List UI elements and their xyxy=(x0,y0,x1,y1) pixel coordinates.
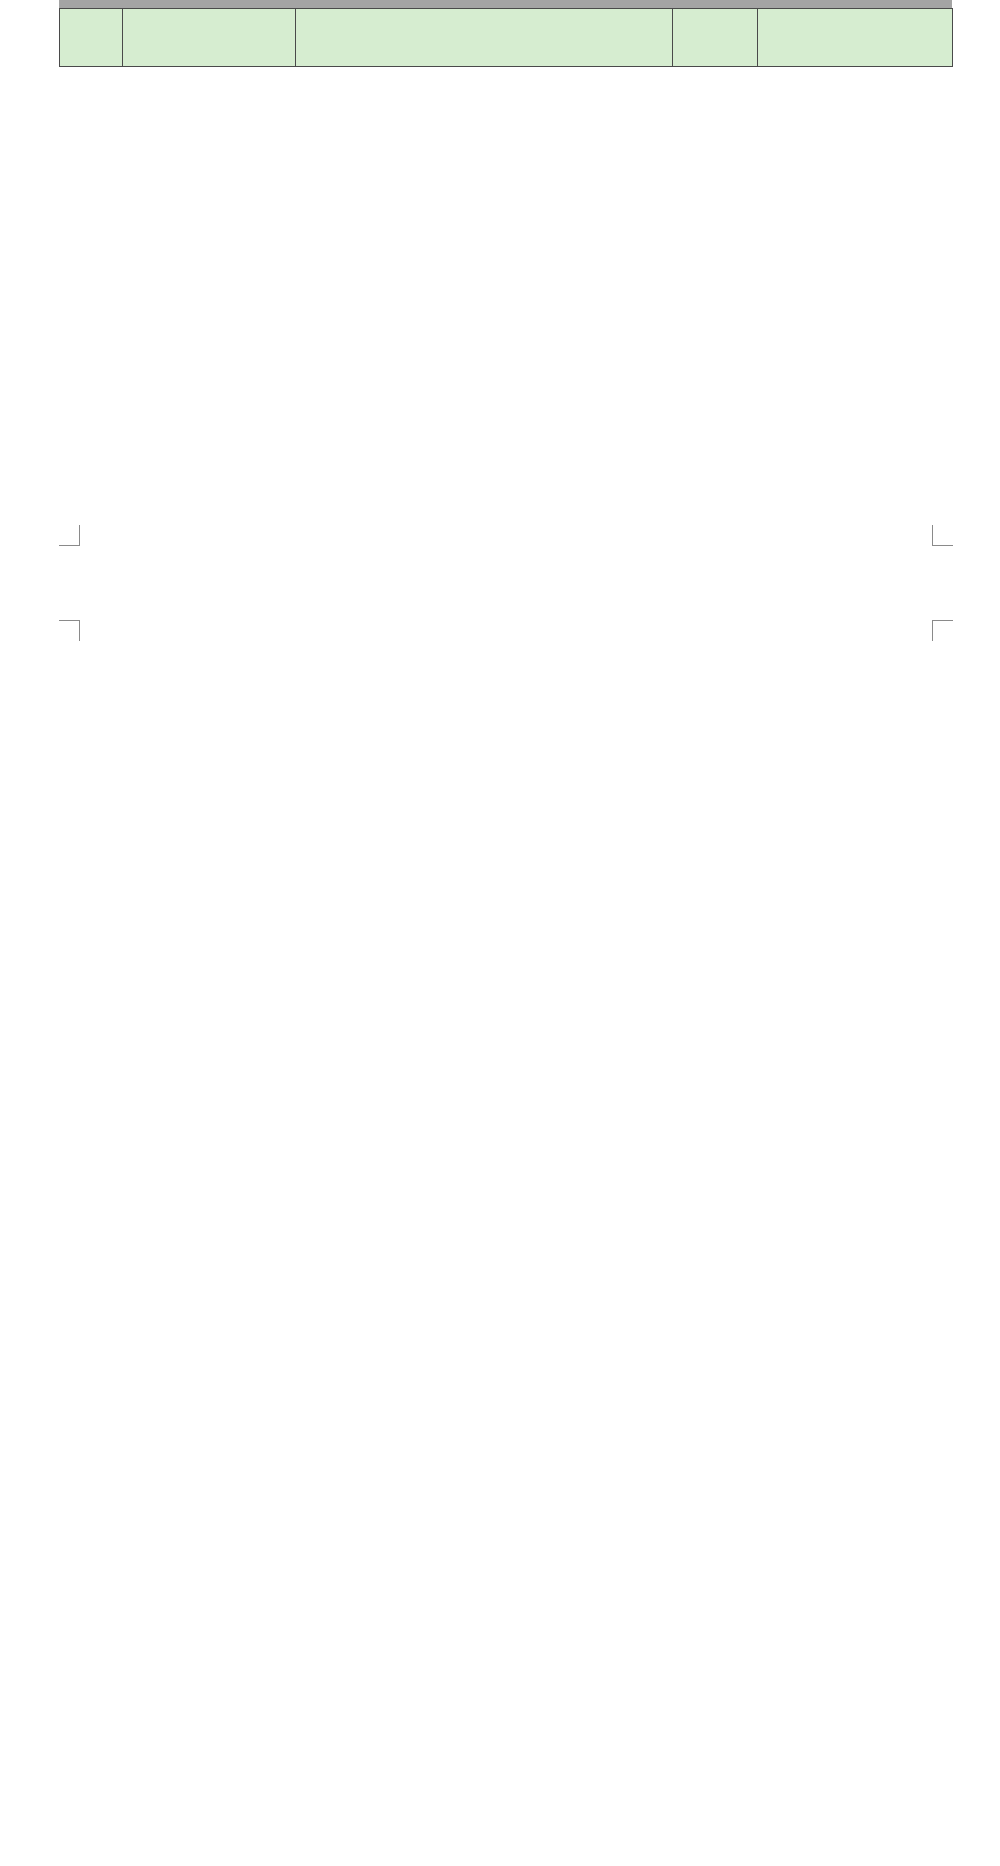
header-score xyxy=(673,9,758,67)
header-content xyxy=(296,9,673,67)
page-corner-mark xyxy=(932,620,953,641)
page-corner-mark xyxy=(59,525,80,546)
top-title-cutoff xyxy=(59,0,952,8)
header-item xyxy=(123,9,296,67)
page-corner-mark xyxy=(932,525,953,546)
points-table-top xyxy=(59,8,953,67)
page-corner-mark xyxy=(59,620,80,641)
header-note xyxy=(758,9,953,67)
header-type xyxy=(60,9,123,67)
